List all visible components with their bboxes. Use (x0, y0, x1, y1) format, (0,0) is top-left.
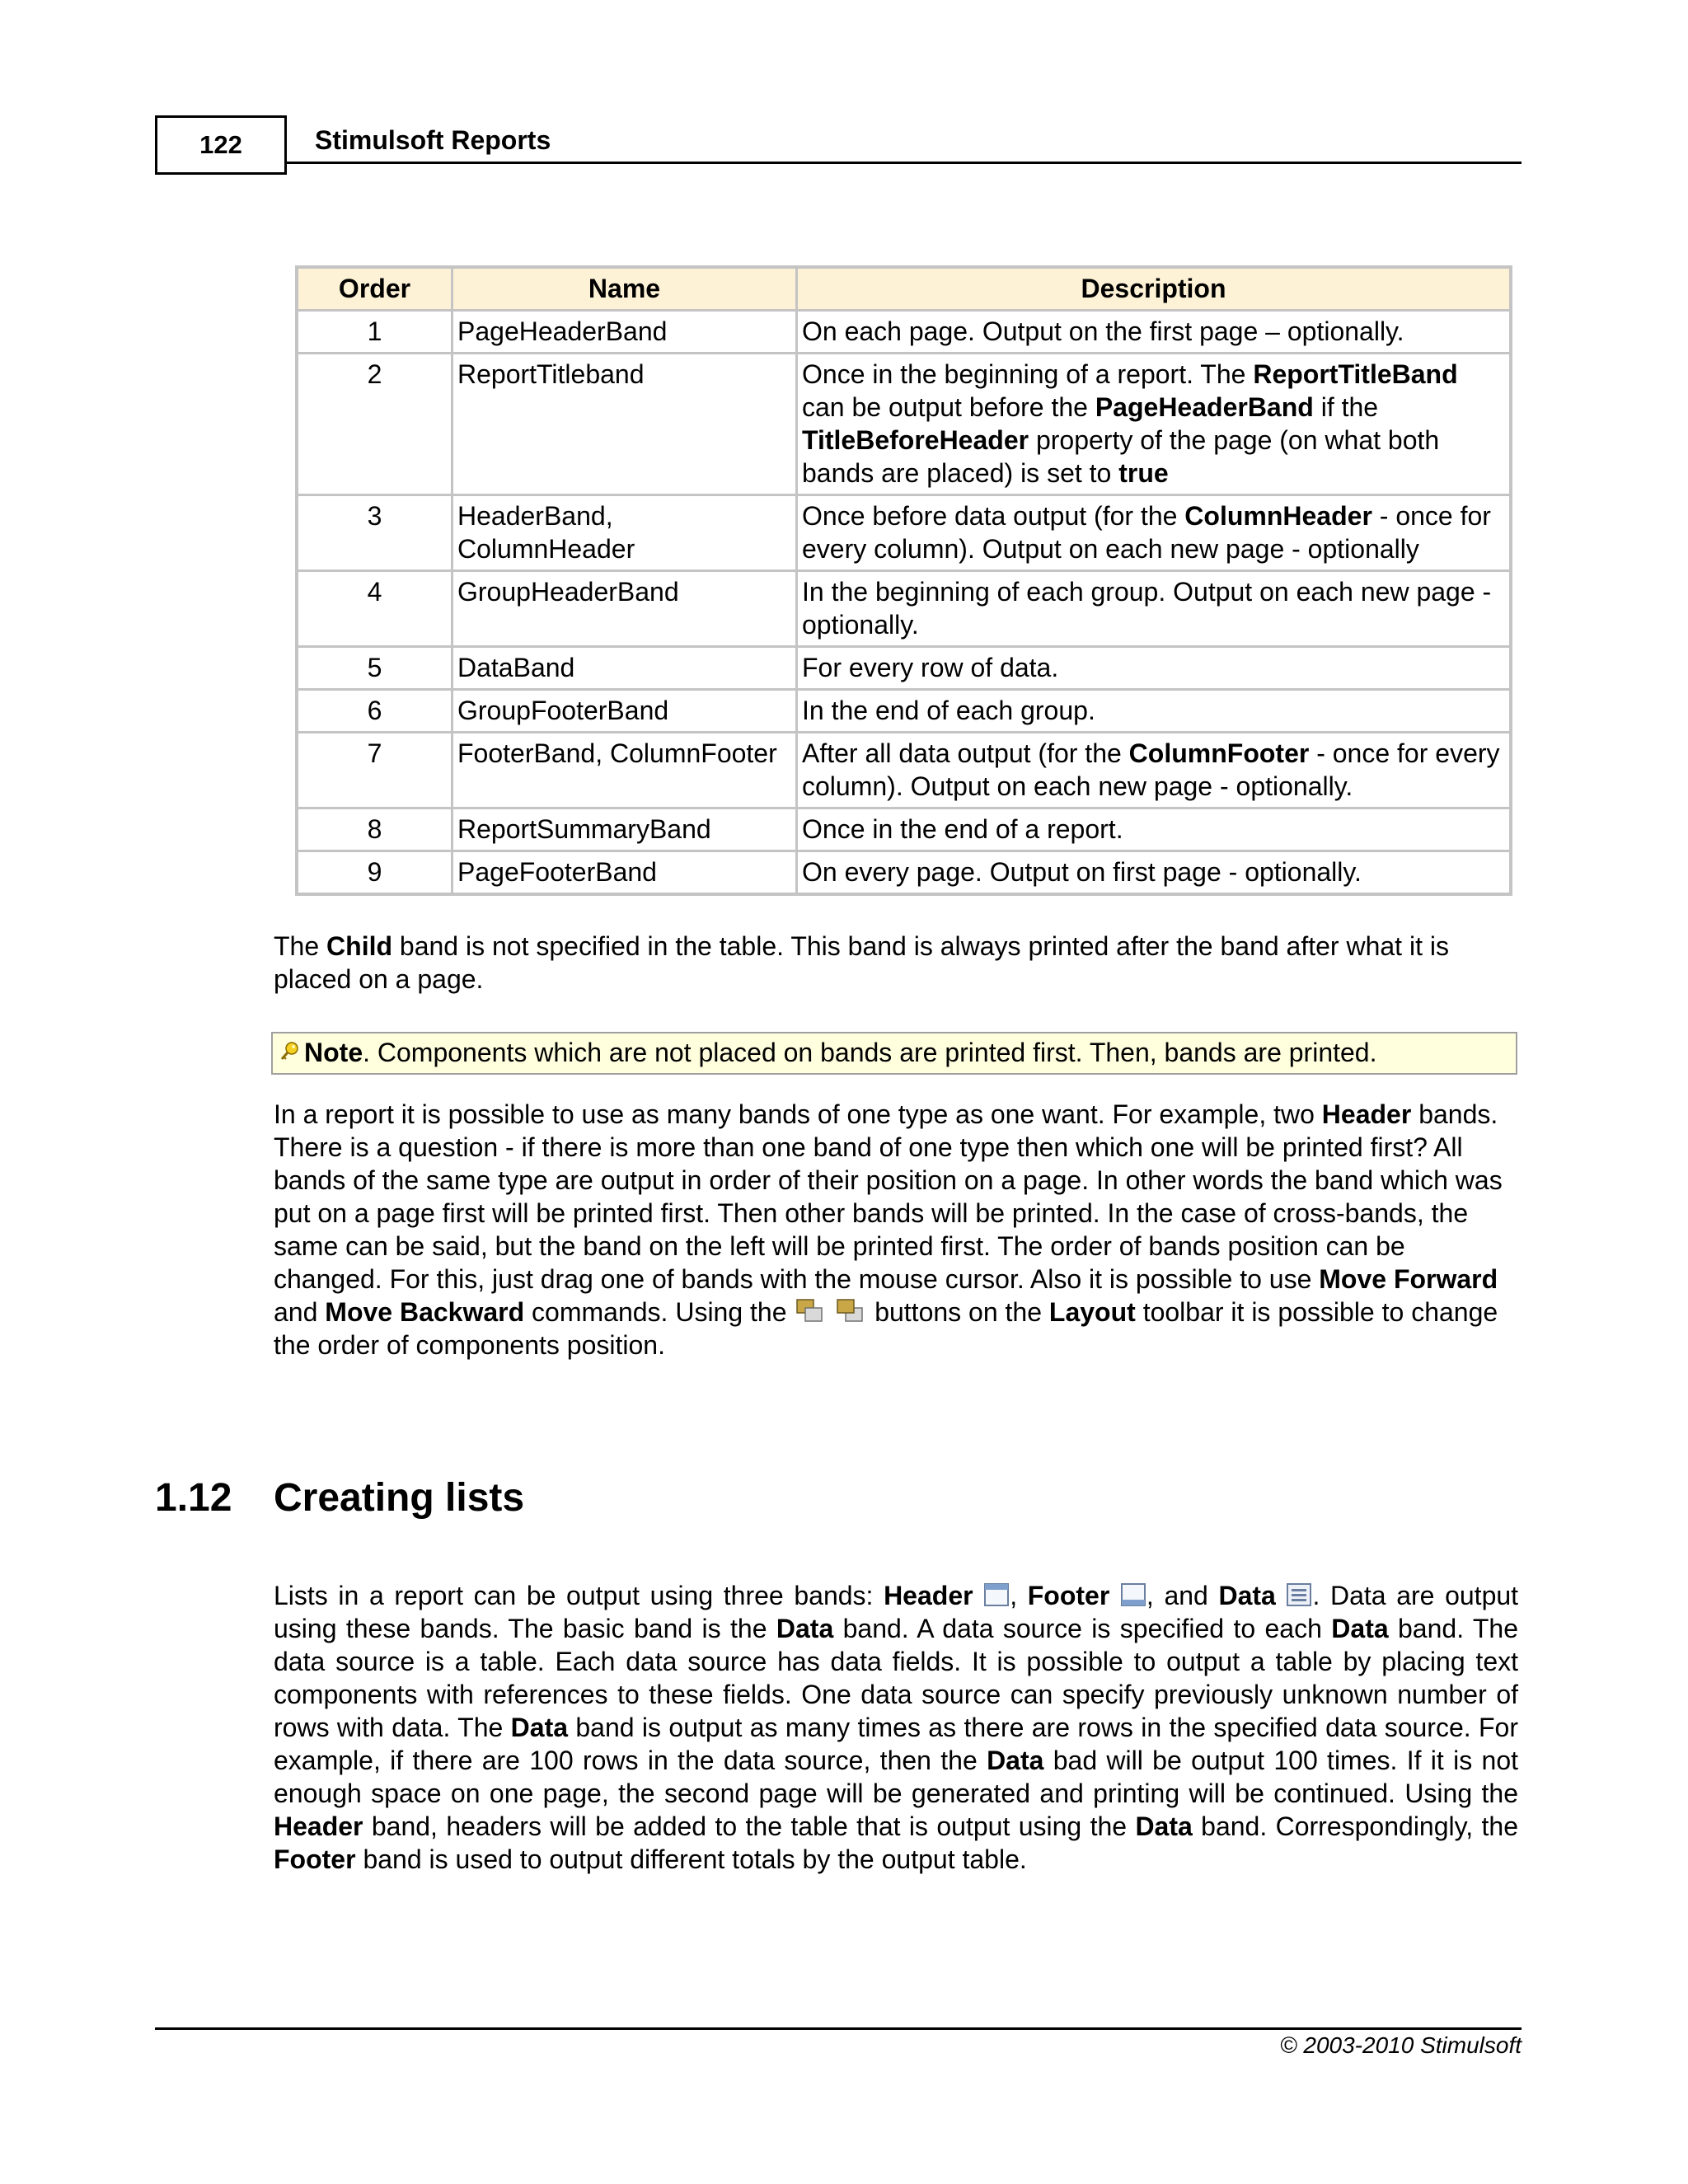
order-cell: 5 (297, 647, 452, 690)
header-band-icon (983, 1582, 1010, 1608)
column-header-description: Description (797, 267, 1512, 311)
child-band-paragraph: The Child band is not specified in the table. This band is always printed after the band after what it is placed on a page. (274, 931, 1449, 994)
name-cell: ReportTitleband (452, 354, 797, 495)
table-row (297, 808, 1511, 851)
description-cell: Once in the beginning of a report. The ReportTitleBand can be output before the PageHeaderBand if the TitleBeforeHeader property of the page (on what both bands are placed) is set to true (797, 354, 1512, 495)
name-cell: GroupHeaderBand (452, 571, 797, 647)
table-header-row (297, 267, 1511, 311)
description-cell: After all data output (for the ColumnFooter - once for every column). Output on each new page - optionally. (797, 733, 1512, 808)
column-header-order: Order (297, 267, 452, 311)
band-order-paragraph: In a report it is possible to use as many bands of one type as one want. For example, two Header bands. There is a question - if there is more than one band of one type then which one will be printed first? All bands of the same type are output in order of their position on a page. In other words the band which was put on a page first will be printed first. Then other bands will be printed. In the case of cross-bands, the same can be said, but the band on the left will be printed first. The order of bands position can be changed. For this, just drag one of bands with the mouse cursor. Also it is possible to use Move Forward and Move Backward commands. Using the buttons on the Layout toolbar it is possible to change the order of components position. (274, 1099, 1503, 1360)
table-row (297, 354, 1511, 495)
name-cell: GroupFooterBand (452, 690, 797, 733)
table-row (297, 733, 1511, 808)
order-cell: 6 (297, 690, 452, 733)
description-cell: On each page. Output on the first page – optionally. (797, 311, 1512, 354)
running-header-title: Stimulsoft Reports (315, 125, 551, 155)
name-cell: HeaderBand, ColumnHeader (452, 495, 797, 571)
table-row (297, 690, 1511, 733)
section-title: Creating lists (274, 1476, 525, 1520)
section-number: 1.12 (155, 1476, 232, 1520)
description-cell: In the end of each group. (797, 690, 1512, 733)
footer-rule (155, 2027, 1522, 2030)
note-box (271, 1032, 1517, 1075)
description-cell: Once before data output (for the ColumnHeader - once for every column). Output on each new page - optionally (797, 495, 1512, 571)
description-cell: In the beginning of each group. Output on each new page - optionally. (797, 571, 1512, 647)
order-cell: 3 (297, 495, 452, 571)
page-number: 122 (155, 115, 287, 175)
order-cell: 2 (297, 354, 452, 495)
table-row (297, 647, 1511, 690)
header-rule (285, 162, 1522, 164)
table-row (297, 495, 1511, 571)
name-cell: ReportSummaryBand (452, 808, 797, 851)
copyright-footer: © 2003-2010 Stimulsoft (1279, 2032, 1522, 2058)
move-forward-icon (794, 1296, 827, 1326)
footer-band-icon (1120, 1582, 1146, 1608)
column-header-name: Name (452, 267, 797, 311)
note-label: Note (304, 1038, 363, 1067)
move-backward-icon (834, 1296, 867, 1326)
data-band-icon (1286, 1582, 1312, 1608)
table-row (297, 311, 1511, 354)
note-text: . Components which are not placed on bands are printed first. Then, bands are printed. (363, 1038, 1377, 1067)
table-row (297, 851, 1511, 895)
order-cell: 1 (297, 311, 452, 354)
order-cell: 4 (297, 571, 452, 647)
order-cell: 8 (297, 808, 452, 851)
name-cell: PageHeaderBand (452, 311, 797, 354)
note-key-icon (279, 1041, 301, 1062)
name-cell: FooterBand, ColumnFooter (452, 733, 797, 808)
description-cell: On every page. Output on first page - optionally. (797, 851, 1512, 895)
description-cell: For every row of data. (797, 647, 1512, 690)
name-cell: PageFooterBand (452, 851, 797, 895)
order-cell: 9 (297, 851, 452, 895)
order-cell: 7 (297, 733, 452, 808)
lists-paragraph: Lists in a report can be output using three bands: Header , Footer , and Data . Data are output using these bands. The basic band is the Data band. A data source is specified to each Data band. The data source is a table. Each data source has data fields. It is possible to output a table by placing text components with references to these fields. One data source can specify previously unknown number of rows with data. The Data band is output as many times as there are rows in the specified data source. For example, if there are 100 rows in the data source, then the Data bad will be output 100 times. If it is not enough space on one page, the second page will be generated and printing will be continued. Using the Header band, headers will be added to the table that is output using the Data band. Correspondingly, the Footer band is used to output different totals by the output table. (274, 1581, 1519, 1874)
band-order-table (295, 265, 1512, 896)
table-row (297, 571, 1511, 647)
description-cell: Once in the end of a report. (797, 808, 1512, 851)
name-cell: DataBand (452, 647, 797, 690)
